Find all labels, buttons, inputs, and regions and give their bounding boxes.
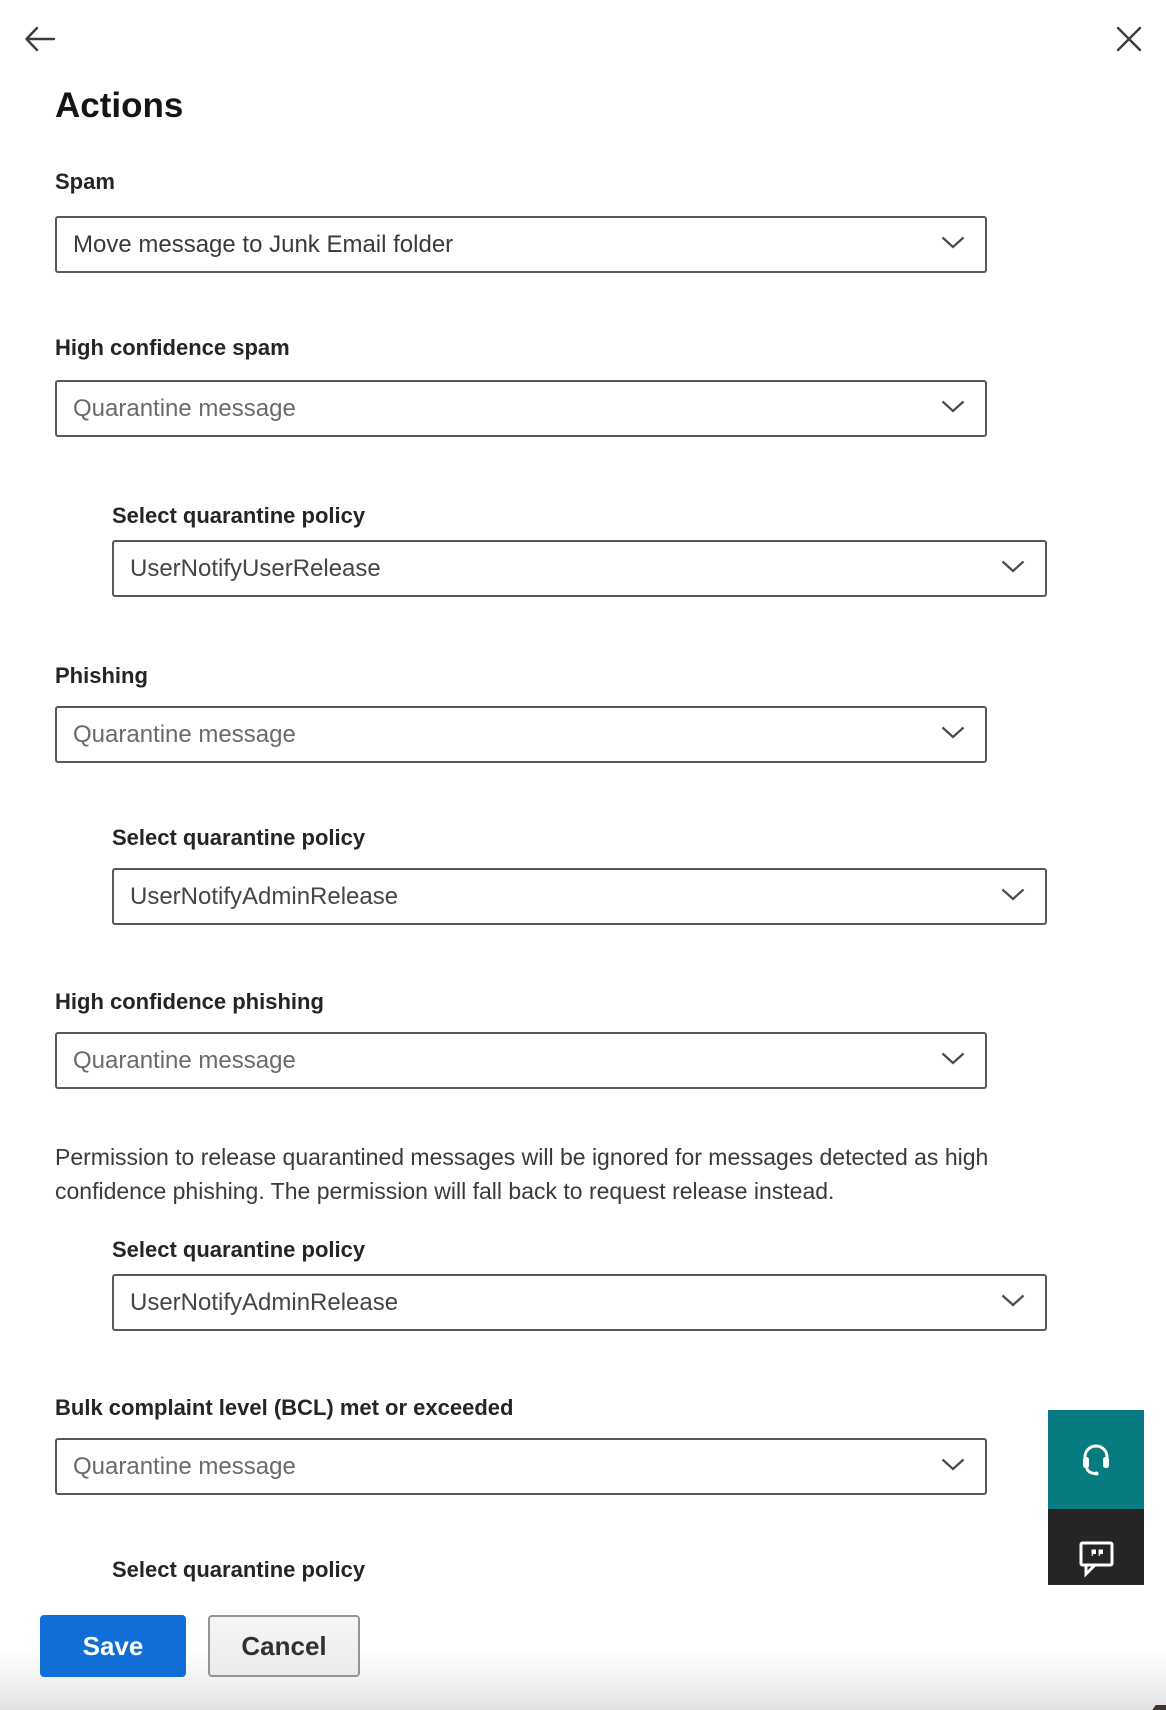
high-confidence-phishing-label: High confidence phishing xyxy=(55,989,324,1014)
high-confidence-spam-action-value: Quarantine message xyxy=(73,394,296,422)
bulk-complaint-level-label: Bulk complaint level (BCL) met or exceeded xyxy=(55,1395,514,1420)
high-confidence-spam-action-dropdown[interactable] xyxy=(55,380,987,437)
back-button[interactable] xyxy=(22,24,58,56)
high-confidence-phishing-action-dropdown[interactable] xyxy=(55,1032,987,1089)
high-confidence-phishing-action-value: Quarantine message xyxy=(73,1046,296,1074)
bottom-right-corner-mark xyxy=(1152,1705,1166,1710)
chevron-down-icon xyxy=(941,1052,965,1070)
high-confidence-phishing-note: Permission to release quarantined messages will be ignored for messages detected as high confidence phishing. The permission will fall back to request release instead. xyxy=(55,1144,989,1204)
bulk-complaint-action-value: Quarantine message xyxy=(73,1452,296,1480)
chevron-down-icon xyxy=(941,236,965,254)
quarantine-policy-value: UserNotifyAdminRelease xyxy=(130,882,399,910)
chevron-down-icon xyxy=(1001,560,1025,578)
chevron-down-icon xyxy=(941,400,965,418)
feedback-bubble-icon xyxy=(1074,1534,1118,1581)
select-quarantine-policy-label: Select quarantine policy xyxy=(112,1557,366,1582)
help-support-button[interactable] xyxy=(1048,1410,1144,1509)
chevron-down-icon xyxy=(1001,1294,1025,1312)
select-quarantine-policy-label: Select quarantine policy xyxy=(112,503,366,528)
chevron-down-icon xyxy=(1001,888,1025,906)
quarantine-policy-value: UserNotifyAdminRelease xyxy=(130,1288,399,1316)
phishing-action-dropdown[interactable] xyxy=(55,706,987,763)
close-icon xyxy=(1115,25,1143,56)
select-quarantine-policy-label: Select quarantine policy xyxy=(112,1237,366,1262)
save-button[interactable]: Save xyxy=(40,1615,186,1677)
chevron-down-icon xyxy=(941,726,965,744)
close-button[interactable] xyxy=(1112,24,1146,56)
select-quarantine-policy-label: Select quarantine policy xyxy=(112,825,366,850)
back-arrow-icon xyxy=(23,25,57,56)
phishing-label: Phishing xyxy=(55,663,148,688)
footer-action-bar xyxy=(0,1585,1166,1710)
quarantine-policy-value: UserNotifyUserRelease xyxy=(130,554,381,582)
headset-icon xyxy=(1075,1437,1117,1482)
high-confidence-spam-label: High confidence spam xyxy=(55,335,290,360)
cancel-button[interactable]: Cancel xyxy=(208,1615,360,1677)
page-title: Actions xyxy=(55,86,184,125)
spam-action-value: Move message to Junk Email folder xyxy=(73,230,454,258)
phishing-action-value: Quarantine message xyxy=(73,720,296,748)
phishing-quarantine-policy-dropdown[interactable] xyxy=(112,868,1047,925)
chevron-down-icon xyxy=(941,1458,965,1476)
bulk-complaint-action-dropdown[interactable] xyxy=(55,1438,987,1495)
spam-label: Spam xyxy=(55,169,115,194)
high-confidence-phishing-quarantine-policy-dropdown[interactable] xyxy=(112,1274,1047,1331)
high-confidence-spam-quarantine-policy-dropdown[interactable] xyxy=(112,540,1047,597)
spam-action-dropdown[interactable] xyxy=(55,216,987,273)
